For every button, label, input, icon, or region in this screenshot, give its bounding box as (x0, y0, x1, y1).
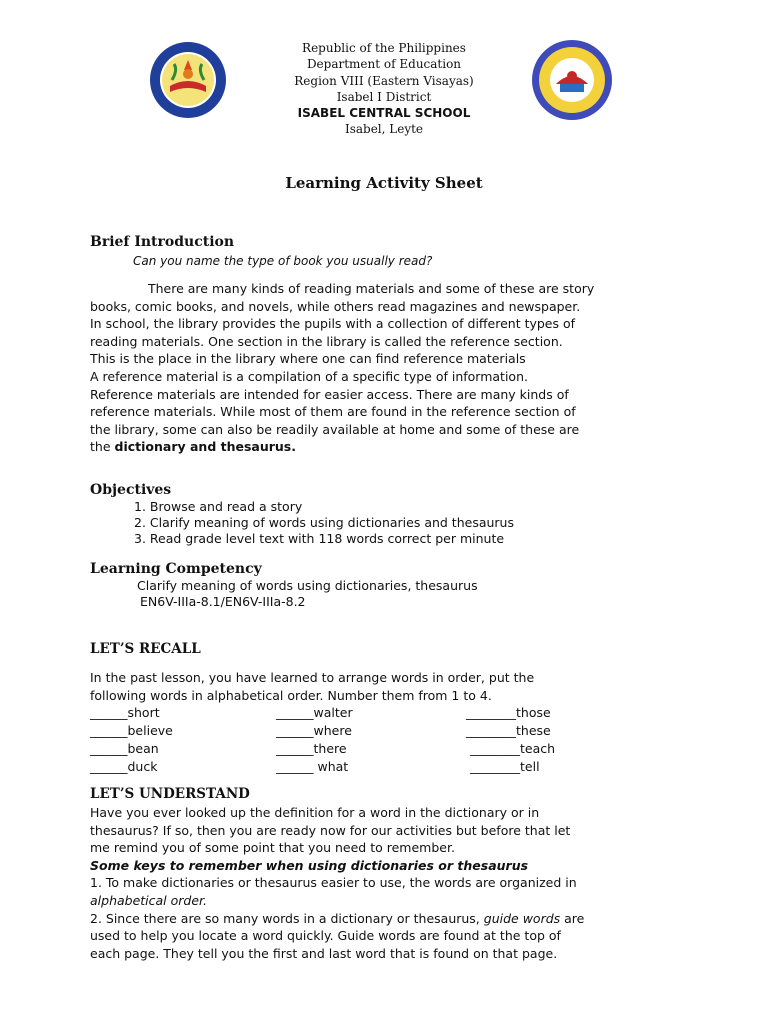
header-line: Department of Education (306, 57, 462, 72)
intro-line: Reference materials are intended for easier access. There are many kinds of (90, 386, 569, 402)
intro-line: the library, some can also be readily available at home and some of these are (90, 421, 580, 437)
word-blank: ______walter (276, 705, 353, 720)
word-blank: ______there (276, 741, 347, 756)
page-title: Learning Activity Sheet (285, 174, 483, 192)
k2-prefix: 2. Since there are so many words in a dictionary or thesaurus, (90, 910, 484, 926)
objectives-list (134, 499, 514, 547)
intro-line: books, comic books, and novels, while others read magazines and newspaper. (90, 298, 581, 314)
objective-item: 3. Read grade level text with 118 words correct per minute (134, 531, 505, 546)
intro-last-bold: dictionary and thesaurus. (114, 439, 297, 455)
recall-line: following words in alphabetical order. Number them from 1 to 4. (90, 687, 492, 703)
word-blank: ______where (276, 723, 352, 738)
understand-text (90, 804, 680, 962)
school-town: Isabel, Leyte (344, 122, 424, 137)
word-blank: ________teach (470, 741, 556, 756)
word-blank: ________tell (470, 759, 540, 774)
word-row (90, 705, 690, 723)
competency-text (137, 578, 478, 610)
header-line: Republic of the Philippines (302, 41, 466, 55)
school-name: ISABEL CENTRAL SCHOOL (297, 106, 471, 121)
word-row (90, 723, 690, 741)
header-line: Region VIII (Eastern Visayas) (294, 73, 474, 88)
word-blank: ______believe (90, 723, 173, 738)
word-blank: ______duck (90, 759, 158, 774)
intro-question: Can you name the type of book you usually read? (133, 254, 433, 268)
recall-line: In the past lesson, you have learned to arrange words in order, put the (90, 670, 535, 685)
recall-heading: LET’S RECALL (90, 641, 201, 657)
intro-last-prefix: the (90, 439, 115, 455)
intro-line: In school, the library provides the pupils with a collection of different types of (90, 316, 576, 332)
understand-line: me remind you of some point that you need to remember. (90, 840, 455, 856)
k2-suffix: are (560, 910, 585, 926)
competency-code: EN6V-IIIa-8.1/EN6V-IIIa-8.2 (140, 594, 306, 609)
recall-text (90, 669, 680, 704)
competency-line: Clarify meaning of words using dictionaries, thesaurus (137, 578, 478, 593)
recall-word-grid (90, 705, 690, 777)
intro-paragraph (90, 280, 680, 456)
competency-heading: Learning Competency (90, 561, 262, 577)
k2-guide-words: guide words (483, 910, 561, 926)
understand-heading: LET’S UNDERSTAND (90, 786, 250, 802)
word-blank: ________those (466, 705, 551, 720)
header (0, 40, 768, 138)
understand-line: each page. They tell you the first and last word that is found on that page. (90, 945, 558, 961)
word-blank: ______short (90, 705, 160, 720)
intro-last-line (90, 438, 680, 456)
understand-line: Have you ever looked up the definition for a word in the dictionary or in (90, 805, 540, 820)
keys-heading: Some keys to remember when using dictionaries or thesaurus (90, 857, 529, 873)
word-blank: ______ what (276, 759, 349, 774)
intro-heading: Brief Introduction (90, 234, 235, 250)
intro-line: There are many kinds of reading materials and some of these are story (148, 281, 595, 296)
understand-line: thesaurus? If so, then you are ready now for our activities but before that let (90, 822, 571, 838)
understand-line: alphabetical order. (90, 892, 208, 908)
objectives-heading: Objectives (90, 482, 172, 498)
word-row (90, 741, 690, 759)
intro-line: reading materials. One section in the library is called the reference section. (90, 333, 563, 349)
intro-line: A reference material is a compilation of a specific type of information. (90, 368, 528, 384)
word-blank: ______bean (90, 741, 159, 756)
understand-line: used to help you locate a word quickly. Guide words are found at the top of (90, 928, 561, 944)
word-row (90, 759, 690, 777)
header-line: Isabel I District (336, 89, 432, 104)
intro-line: reference materials. While most of them are found in the reference section of (90, 404, 576, 420)
understand-line: 1. To make dictionaries or thesaurus easier to use, the words are organized in (90, 875, 577, 891)
objective-item: 2. Clarify meaning of words using dictionaries and thesaurus (134, 515, 514, 530)
objective-item: 1. Browse and read a story (134, 499, 303, 514)
word-blank: ________these (466, 723, 551, 738)
understand-line (90, 910, 680, 928)
intro-line: This is the place in the library where one can find reference materials (90, 351, 526, 367)
